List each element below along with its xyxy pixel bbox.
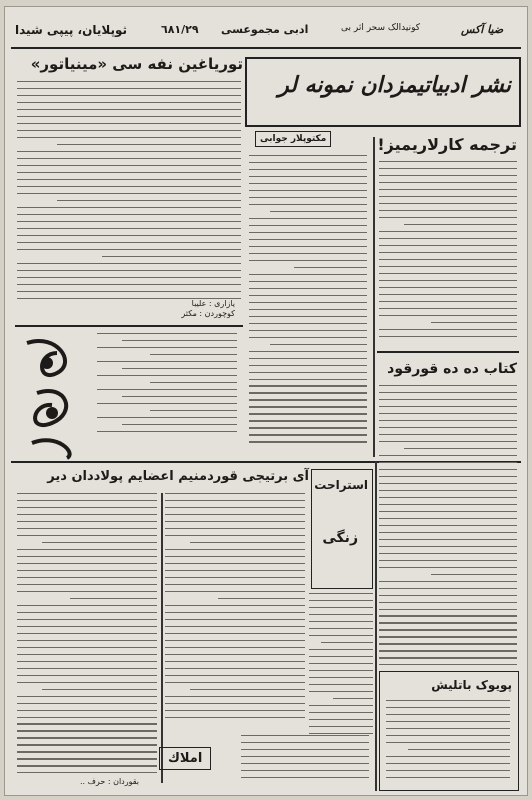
- masthead-logo: ضيا آكس: [461, 23, 504, 36]
- book-body: [379, 385, 517, 665]
- column-divider-2: [161, 493, 163, 783]
- date-number: ٦٨١/٢٩: [161, 23, 199, 36]
- center-column-body: [249, 155, 367, 455]
- banner-title: نشر ادبیاتیمزدان نمونه لر: [278, 73, 511, 98]
- column-divider-3: [375, 461, 377, 791]
- verse-lines: [97, 333, 237, 453]
- tour-author: یازارى : علیبا: [191, 299, 235, 308]
- floral-ornament-icon: [17, 333, 87, 463]
- istirahat-box: [311, 469, 373, 589]
- tour-headline: توریاغین نفه سى «مینیاتور»: [30, 55, 243, 73]
- istirahat-title: استراحت: [314, 478, 368, 492]
- column-divider-1: [373, 137, 375, 457]
- footer-note: بقوردان : حرف ..: [80, 777, 139, 786]
- header-rule: [11, 47, 521, 49]
- rule-right-1: [377, 351, 519, 353]
- istirahat-subtitle: زنگى: [322, 530, 358, 546]
- newspaper-page: [4, 6, 528, 796]
- issue-title: ادبى مجموعسى: [221, 23, 309, 36]
- tour-body: [17, 81, 241, 301]
- poyuk-headline: پویوک باتلیش: [431, 678, 512, 692]
- translation-body: [379, 161, 517, 341]
- book-headline: كتاب دە دە قورقود: [387, 361, 517, 377]
- imlak-box: املاك: [159, 747, 211, 770]
- rule-left-1: [15, 325, 243, 327]
- banner-badge: مكتوپلار جوابی: [255, 131, 331, 147]
- banner-box: [245, 57, 521, 127]
- masthead: [11, 11, 521, 47]
- ai-body-col2: [165, 493, 305, 723]
- tour-signature: [115, 299, 235, 323]
- ai-headline: آی برتیجی قوردمنیم اعضایم پولاددان دیر: [47, 469, 309, 484]
- ai-body-col1: [17, 493, 157, 773]
- poyuk-body: [386, 700, 510, 786]
- issue-subtitle: كونيدالک سحر اثر بی: [341, 23, 421, 33]
- translation-headline: ترجمه كارلاریمیز!: [377, 135, 517, 154]
- masthead-left: ثوپلایان، پیپى شیدا: [15, 23, 128, 37]
- poyuk-box: [379, 671, 519, 791]
- tour-source: كوچوردن : مكثر: [181, 309, 235, 318]
- imlak-body: [241, 735, 369, 791]
